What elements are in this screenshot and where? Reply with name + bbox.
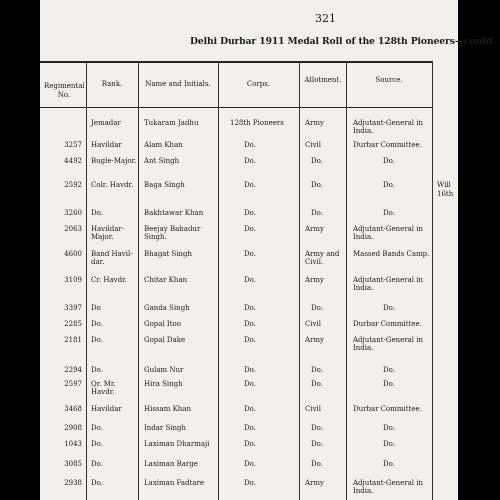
row-corps-cell: Do.	[244, 336, 256, 344]
row-reg-cell: 2592	[64, 181, 82, 189]
row-rank-cell: Cr. Havdr.	[91, 276, 127, 284]
row-rank-cell: Do.	[91, 424, 103, 432]
row-name-cell: Beejay Bahadur Singh.	[144, 225, 201, 241]
row-source-cell: Adjutant-General in India.	[353, 119, 424, 135]
row-allot-cell: Civil	[305, 405, 322, 413]
row-allot-cell: Do.	[311, 380, 323, 388]
row-name-cell: Baga Singh	[144, 181, 185, 189]
row-source-cell: Do.	[383, 157, 395, 165]
row-allot-cell: Army	[305, 276, 324, 284]
col-divider-5	[346, 62, 347, 500]
row-name-cell: Bakhtawar Khan	[144, 209, 204, 217]
header-bottom-rule	[40, 107, 433, 108]
header-top-rule	[40, 61, 433, 63]
col-divider-2	[138, 62, 139, 500]
row-name-cell: Hissam Khan	[144, 405, 191, 413]
row-reg-cell: 2285	[64, 320, 82, 328]
row-name-cell: Ant Singh	[144, 157, 180, 165]
row-reg-cell: 3397	[64, 304, 82, 312]
row-name-cell: Chitar Khan	[144, 276, 188, 284]
row-corps-cell: Do.	[244, 366, 256, 374]
row-reg-cell: 2597	[64, 380, 82, 388]
row-source-cell: Adjutant-General in India.	[353, 276, 424, 292]
header-regimental-no: Regimental No.	[44, 82, 85, 99]
row-corps-cell: Do.	[244, 141, 256, 149]
row-allot-cell: Do.	[311, 424, 323, 432]
row-reg-cell: 4492	[64, 157, 82, 165]
row-corps-cell: Do.	[244, 405, 256, 413]
header-source: Source.	[375, 76, 403, 84]
row-rank-cell: Do	[91, 304, 101, 312]
row-rank-cell: Havildar-Major.	[91, 225, 125, 241]
row-reg-cell: 3109	[64, 276, 82, 284]
row-allot-cell: Army	[305, 336, 324, 344]
row-corps-cell: Do.	[244, 440, 256, 448]
row-corps-cell: Do.	[244, 181, 256, 189]
row-allot-cell: Do.	[311, 366, 323, 374]
row-name-cell: Gopal Dake	[144, 336, 186, 344]
row-source-cell: Massed Bands Camp.	[353, 250, 430, 258]
col-divider-1	[86, 62, 87, 500]
row-reg-cell: 3257	[64, 141, 82, 149]
row-source-cell: Do.	[383, 366, 395, 374]
row-source-cell: Durbar Committee.	[353, 141, 422, 149]
row-rank-cell: Havildar	[91, 405, 122, 413]
row-name-cell: Alam Khan	[144, 141, 183, 149]
row-source-cell: Do.	[383, 440, 395, 448]
margin-note-line: Will	[437, 181, 451, 189]
row-corps-cell: Do.	[244, 250, 256, 258]
row-corps-cell: Do.	[244, 304, 256, 312]
row-corps-cell: Do.	[244, 380, 256, 388]
row-name-cell: Laximan Fadtare	[144, 479, 205, 487]
row-corps-cell: 128th Pioneers	[230, 119, 284, 127]
row-reg-cell: 3468	[64, 405, 82, 413]
row-reg-cell: 2063	[64, 225, 82, 233]
row-allot-cell: Civil	[305, 141, 322, 149]
row-name-cell: Laximan Barge	[144, 460, 198, 468]
row-rank-cell: Do.	[91, 320, 103, 328]
row-reg-cell: 3260	[64, 209, 82, 217]
row-rank-cell: Do.	[91, 479, 103, 487]
row-source-cell: Adjutant-General in India.	[353, 479, 424, 495]
row-corps-cell: Do.	[244, 320, 256, 328]
row-source-cell: Do.	[383, 424, 395, 432]
row-allot-cell: Do.	[311, 157, 323, 165]
row-rank-cell: Do.	[91, 440, 103, 448]
header-allotment: Allotment.	[304, 76, 342, 84]
row-rank-cell: Do.	[91, 336, 103, 344]
row-name-cell: Bhagat Singh	[144, 250, 193, 258]
row-rank-cell: Havildar	[91, 141, 122, 149]
row-name-cell: Ganda Singh	[144, 304, 190, 312]
row-source-cell: Do.	[383, 380, 395, 388]
row-rank-cell: Colr. Havdr.	[91, 181, 134, 189]
row-allot-cell: Army	[305, 479, 324, 487]
row-name-cell: Laximan Dharmaji	[144, 440, 210, 448]
row-name-cell: Indar Singh	[144, 424, 187, 432]
row-rank-cell: Do.	[91, 366, 103, 374]
title-suffix: contd.	[463, 36, 496, 47]
title-main: Delhi Durbar 1911 Medal Roll of the 128th Pioneers—	[190, 36, 464, 47]
row-rank-cell: Do.	[91, 460, 103, 468]
row-allot-cell: Civil	[305, 320, 322, 328]
row-reg-cell: 3085	[64, 460, 82, 468]
row-allot-cell: Do.	[311, 460, 323, 468]
row-name-cell: Gulam Nur	[144, 366, 184, 374]
row-rank-cell: Qr. Mr. Havdr.	[91, 380, 116, 396]
row-corps-cell: Do.	[244, 157, 256, 165]
margin-note-line: 16th	[437, 190, 454, 198]
row-reg-cell: 2294	[64, 366, 82, 374]
col-divider-3	[218, 62, 219, 500]
row-source-cell: Adjutant-General in India.	[353, 336, 424, 352]
row-source-cell: Do.	[383, 460, 395, 468]
row-allot-cell: Army and Civil.	[305, 250, 340, 266]
page-number: 321	[315, 12, 336, 25]
row-corps-cell: Do.	[244, 209, 256, 217]
row-source-cell: Adjutant-General in India.	[353, 225, 424, 241]
row-corps-cell: Do.	[244, 276, 256, 284]
header-name: Name and Initials.	[145, 80, 211, 88]
row-source-cell: Do.	[383, 209, 395, 217]
row-reg-cell: 1043	[64, 440, 82, 448]
row-reg-cell: 2908	[64, 424, 82, 432]
row-source-cell: Do.	[383, 304, 395, 312]
header-rank: Rank.	[101, 80, 123, 88]
row-reg-cell: 2181	[64, 336, 82, 344]
row-reg-cell: 2938	[64, 479, 82, 487]
header-corps: Corps.	[246, 80, 271, 88]
row-rank-cell: Jemadar	[91, 119, 121, 127]
row-reg-cell: 4600	[64, 250, 82, 258]
page-title	[190, 36, 496, 47]
row-source-cell: Do.	[383, 181, 395, 189]
row-corps-cell: Do.	[244, 225, 256, 233]
row-allot-cell: Do.	[311, 181, 323, 189]
row-corps-cell: Do.	[244, 424, 256, 432]
row-rank-cell: Do.	[91, 209, 103, 217]
row-corps-cell: Do.	[244, 479, 256, 487]
row-source-cell: Durbar Committee.	[353, 405, 422, 413]
row-source-cell: Durbar Committee.	[353, 320, 422, 328]
row-allot-cell: Do.	[311, 209, 323, 217]
row-rank-cell: Band Havil-dar.	[91, 250, 133, 266]
row-name-cell: Hira Singh	[144, 380, 183, 388]
row-allot-cell: Do.	[311, 440, 323, 448]
row-name-cell: Tukaram Jadhu	[144, 119, 199, 127]
row-rank-cell: Bugle-Major.	[91, 157, 137, 165]
row-allot-cell: Army	[305, 119, 324, 127]
row-corps-cell: Do.	[244, 460, 256, 468]
row-allot-cell: Army	[305, 225, 324, 233]
row-allot-cell: Do.	[311, 304, 323, 312]
row-name-cell: Gopal Itoo	[144, 320, 181, 328]
